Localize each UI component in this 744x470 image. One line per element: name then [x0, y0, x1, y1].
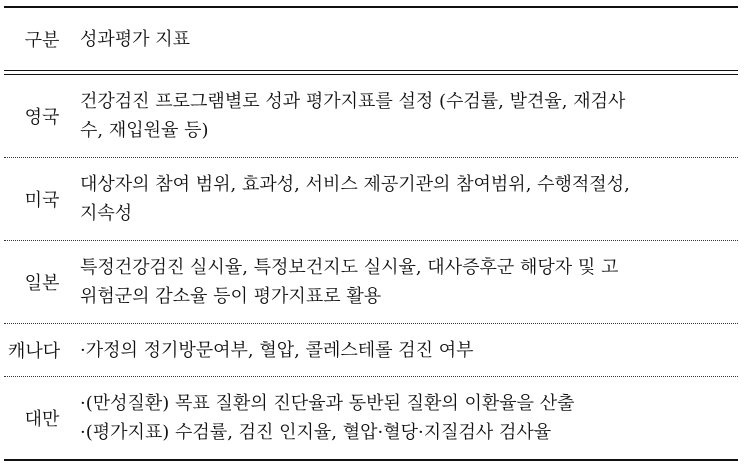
indicator-cell: [80, 170, 738, 228]
indicator-line: ·(만성질환) 목표 질환의 진단율과 동반된 질환의 이환율을 산출: [80, 393, 575, 414]
indicator-line: ·(평가지표) 수검률, 검진 인지율, 혈압·혈당·지질검사 검사율: [80, 422, 552, 443]
table-row: [4, 75, 738, 157]
table-row: [4, 377, 738, 459]
country-cell: 영국: [24, 107, 60, 128]
indicator-line: 대상자의 참여 범위, 효과성, 서비스 제공기관의 참여범위, 수행적절성,: [80, 174, 630, 195]
header-category: 구분: [24, 30, 60, 51]
table-row: [4, 241, 738, 323]
indicator-line: ·가정의 정기방문여부, 혈압, 콜레스테롤 검진 여부: [80, 339, 474, 361]
bottom-rule: [4, 459, 738, 461]
indicator-cell: [80, 336, 738, 365]
indicator-line: 수, 재입원율 등): [80, 120, 209, 141]
indicator-line: 특정건강검진 실시율, 특정보건지도 실시율, 대사증후군 해당자 및 고: [80, 257, 619, 278]
country-cell: 미국: [24, 190, 60, 211]
country-cell: 일본: [24, 273, 60, 294]
country-cell: 캐나다: [8, 341, 61, 362]
indicator-line: 위험군의 감소율 등이 평가지표로 활용: [80, 286, 382, 307]
table-row: [4, 324, 738, 376]
country-cell: 대만: [24, 409, 60, 430]
table-row: [4, 158, 738, 240]
indicator-line: 지속성: [80, 203, 133, 224]
indicator-cell: [80, 389, 738, 447]
indicator-table: [4, 6, 738, 461]
table-header: [4, 8, 738, 70]
indicator-cell: [80, 253, 738, 311]
indicator-line: 건강검진 프로그램별로 성과 평가지표를 설정 (수검률, 발견율, 재검사: [80, 91, 626, 112]
indicator-cell: [80, 87, 738, 145]
header-indicator: 성과평가 지표: [80, 28, 191, 50]
